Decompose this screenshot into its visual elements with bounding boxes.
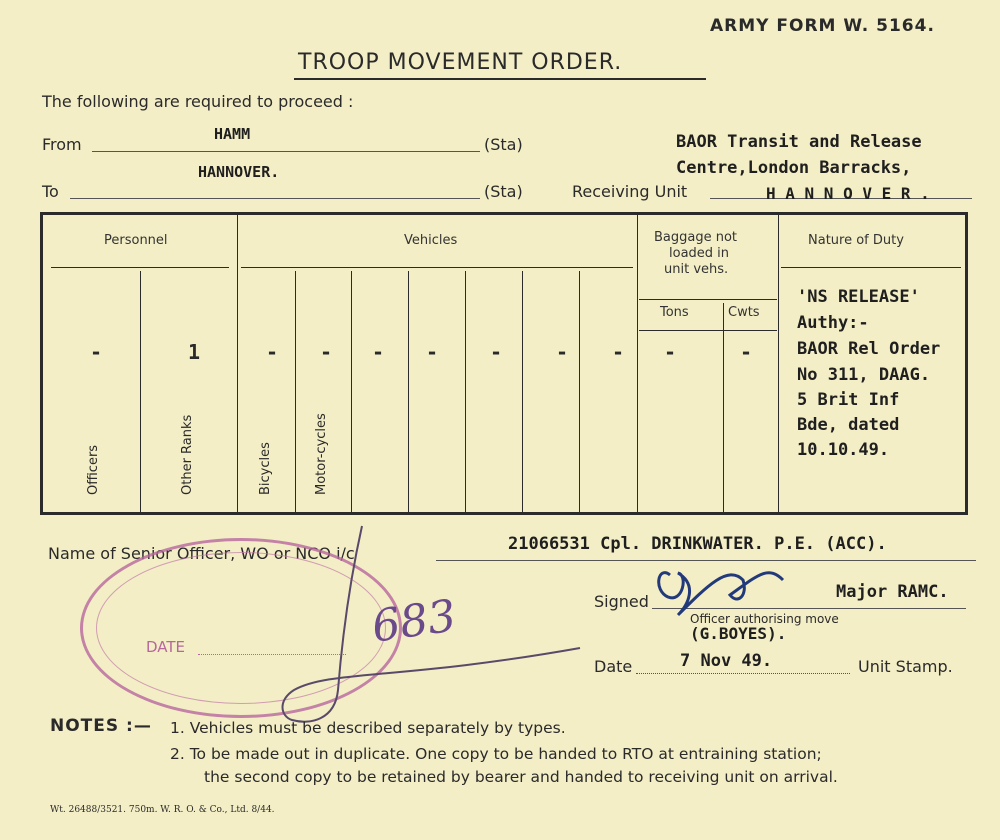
stamp-date-label: DATE: [146, 638, 186, 656]
tons-value: -: [664, 340, 677, 364]
date-line: [636, 673, 850, 674]
cwts-header: Cwts: [728, 305, 760, 320]
signature-caption: Officer authorising move: [690, 612, 839, 626]
printer-imprint: Wt. 26488/3521. 750m. W. R. O. & Co., Ltd. 8/44.: [50, 805, 275, 815]
baggage-header-1: Baggage not: [654, 230, 738, 245]
intro-text: The following are required to proceed :: [42, 92, 354, 111]
form-number: ARMY FORM W. 5164.: [710, 16, 935, 36]
notes-label: NOTES :—: [50, 716, 152, 736]
vehicles-header: Vehicles: [404, 233, 458, 248]
note-2-line-1: 2. To be made out in duplicate. One copy to be handed to RTO at entraining station;: [170, 745, 822, 763]
vehicle-3-value: -: [372, 340, 385, 364]
vehicle-5-value: -: [490, 340, 503, 364]
duty-line-1: 'NS RELEASE': [797, 287, 920, 307]
vehicle-4-value: -: [426, 340, 439, 364]
receiving-unit-line2: Centre,London Barracks,: [676, 158, 912, 178]
unit-stamp-label: Unit Stamp.: [858, 657, 953, 676]
from-line: [92, 151, 480, 152]
tons-header: Tons: [660, 305, 689, 320]
duty-header: Nature of Duty: [808, 233, 904, 248]
bicycles-value: -: [266, 340, 279, 364]
date-value: 7 Nov 49.: [680, 651, 773, 671]
from-label: From: [42, 135, 82, 154]
note-2-line-2: the second copy to be retained by bearer and handed to receiving unit on arrival.: [204, 768, 838, 786]
to-line: [70, 198, 480, 199]
signer-name: (G.BOYES).: [690, 624, 787, 643]
duty-line-2: Authy:-: [797, 313, 869, 333]
baggage-header-3: unit vehs.: [664, 262, 729, 277]
vehicle-7-value: -: [612, 340, 625, 364]
duty-line-3: BAOR Rel Order: [797, 339, 941, 359]
duty-line-5: 5 Brit Inf: [797, 390, 900, 410]
senior-officer-value: 21066531 Cpl. DRINKWATER. P.E. (ACC).: [508, 534, 887, 554]
to-sta-label: (Sta): [484, 182, 523, 201]
title-underline: [294, 78, 706, 80]
officers-label: Officers: [86, 444, 101, 495]
other-ranks-label: Other Ranks: [180, 414, 195, 495]
stamp-handwritten-number: 683: [368, 590, 460, 653]
duty-line-4: No 311, DAAG.: [797, 365, 931, 385]
signed-label: Signed: [594, 592, 649, 611]
vehicle-6-value: -: [556, 340, 569, 364]
baggage-header-2: loaded in: [669, 246, 730, 261]
page-title: TROOP MOVEMENT ORDER.: [298, 50, 623, 75]
duty-line-7: 10.10.49.: [797, 440, 890, 460]
motor-cycles-value: -: [320, 340, 333, 364]
receiving-unit-value: H A N N O V E R .: [766, 184, 930, 203]
date-label: Date: [594, 657, 633, 676]
from-sta-label: (Sta): [484, 135, 523, 154]
signer-rank: Major RAMC.: [836, 582, 949, 602]
officers-value: -: [90, 340, 103, 364]
note-1: 1. Vehicles must be described separately by types.: [170, 719, 566, 737]
from-value: HAMM: [214, 125, 251, 143]
motor-cycles-label: Motor-cycles: [314, 413, 329, 495]
bicycles-label: Bicycles: [258, 442, 273, 495]
senior-officer-label: Name of Senior Officer, WO or NCO i/c: [48, 544, 355, 563]
receiving-unit-label: Receiving Unit: [572, 182, 688, 201]
to-value: HANNOVER.: [198, 163, 280, 181]
duty-line-6: Bde, dated: [797, 415, 900, 435]
to-label: To: [42, 182, 59, 201]
personnel-header: Personnel: [104, 233, 168, 248]
other-ranks-value: 1: [188, 340, 201, 364]
receiving-unit-line1: BAOR Transit and Release: [676, 132, 922, 152]
cwts-value: -: [740, 340, 753, 364]
